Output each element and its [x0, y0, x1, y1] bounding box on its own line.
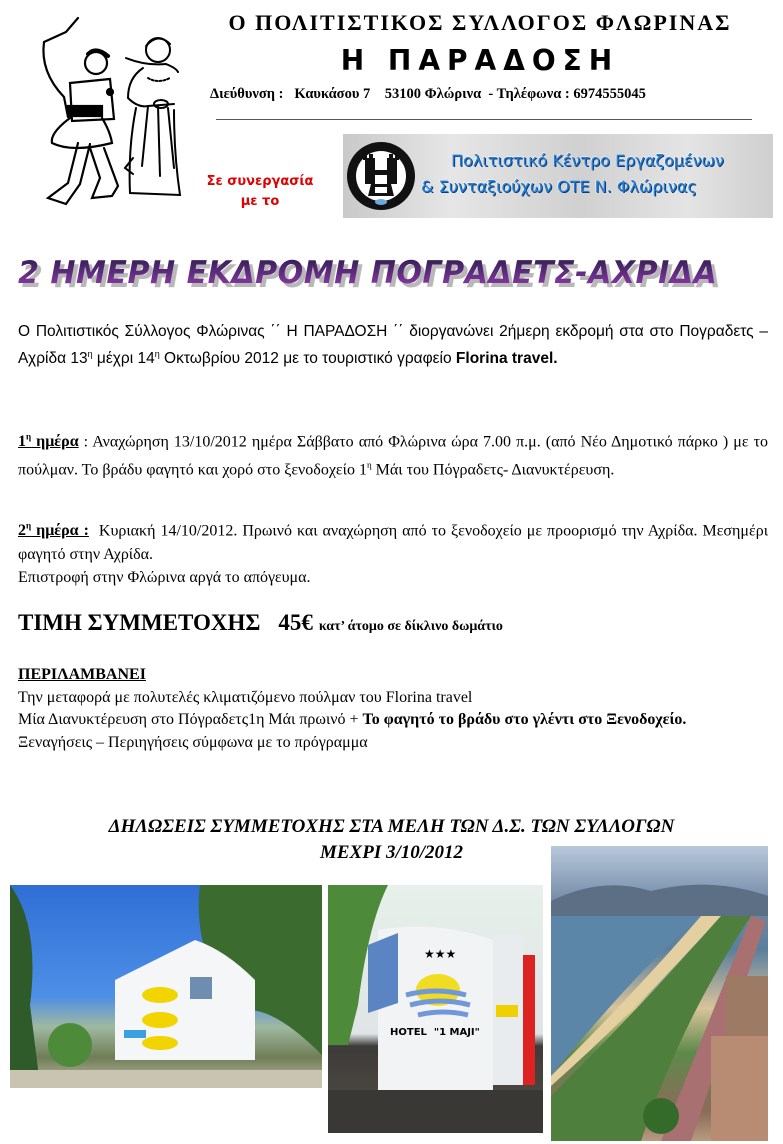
cooperation-line-1: Σε συνεργασία [206, 174, 314, 189]
trip-title: 2 ΗΜΕΡΗ ΕΚΔΡΟΜΗ ΠΟΓΡΑΔΕΤΣ-ΑΧΡΙΔΑ [18, 255, 775, 291]
day-1-label: $1^\eta$ ημέρα [18, 432, 79, 451]
day-2-return: Επιστροφή στην Φλώρινα αργά το απόγευμα. [18, 569, 311, 587]
includes-heading: ΠΕΡΙΛΑΜΒΑΝΕΙ [18, 666, 146, 683]
registration-deadline: ΜΕΧΡΙ 3/10/2012 [319, 842, 464, 863]
travel-agency-name: Florina travel. [455, 350, 558, 368]
includes-item: Ξεναγήσεις – Περιηγήσεις σύμφωνα με το πρόγραμμα [18, 733, 368, 751]
organization-title: Ο ΠΟΛΙΤΙΣΤΙΚΟΣ ΣΥΛΛΟΓΟΣ ΦΛΩΡΙΝΑΣ [228, 10, 732, 35]
partner-name-line-2: & Συνταξιούχων ΟΤΕ Ν. Φλώρινας [421, 177, 697, 196]
day-2-itinerary [18, 515, 768, 590]
includes-item: Μία Διανυκτέρευση στο Πόγραδετς1η Μάι πρωινό + Το φαγητό το βράδυ στο γλέντι στο Ξενοδοχείο. [18, 711, 687, 728]
folk-dancers-logo-icon [18, 8, 186, 213]
ote-emblem-icon [345, 140, 417, 212]
price-amount: 45€ [278, 610, 313, 635]
intro-text: Οκτωβρίου 2012 με το τουριστικό γραφείο [159, 350, 456, 368]
lakeside-promenade-photo [551, 846, 768, 1141]
price-line [18, 610, 778, 636]
intro-text: μέχρι 14 [92, 350, 155, 368]
includes-item: Την μεταφορά με πολυτελές κλιματιζόμενο πούλμαν του Florina travel [18, 688, 473, 706]
superscript: η [87, 349, 93, 359]
hotel-sign-photo [328, 885, 543, 1133]
day-2-text: Κυριακή 14/10/2012. Πρωινό και αναχώρηση από το ξενοδοχείο με προορισμό την Αχρίδα. Μεσημέρι φαγητό στην Αχρίδα. [18, 522, 769, 563]
organization-name: Η ΠΑΡΑΔΟΣΗ [340, 44, 620, 77]
day-1-text-end: Μάι του Πόγραδετς- Διανυκτέρευση. [371, 461, 615, 479]
hotel-sign-stars: ★★★ [424, 947, 457, 961]
hotel-sign-text: HOTEL "1 MAJI" [390, 1027, 480, 1038]
day-1-text: Αναχώρηση 13/10/2012 ημέρα Σάββατο από Φλώρινα ώρα 7.00 π.μ. (από Νέο Δημοτικό πάρκο ) με το πούλμαν. Το βράδυ φαγητό και χορό στο ξενοδοχείο 1 [18, 433, 769, 479]
day-2-label: $2^\eta$ ημέρα : [18, 521, 89, 540]
intro-paragraph [18, 321, 768, 370]
header-divider [216, 119, 752, 120]
address-line: Διεύθυνση : Καυκάσου 7 53100 Φλώρινα - Τηλέφωνα : 6974555045 [210, 86, 646, 102]
partner-name-line-1: Πολιτιστικό Κέντρο Εργαζομένων [451, 151, 724, 170]
cooperation-line-2: με το [240, 194, 280, 209]
superscript: η [154, 349, 160, 359]
partner-banner [343, 134, 773, 218]
includes-section [18, 664, 778, 754]
cooperation-note [190, 172, 330, 212]
partner-name [421, 148, 771, 200]
price-label: ΤΙΜΗ ΣΥΜΜΕΤΟΧΗΣ [18, 610, 261, 635]
intro-text: Ο Πολιτιστικός Σύλλογος Φλώρινας ΄΄ Η ΠΑΡΑΔΟΣΗ ΄΄ διοργανώνει 2ήμερη εκδρομή στα στο Πογραδετς – Αχρίδα 13 [18, 323, 768, 368]
day-1-itinerary: $1^\eta$ ημέρα : Αναχώρηση 13/10/2012 ημέρα Σάββατο από Φλώρινα ώρα 7.00 π.μ. (από Νέο Δημοτικό πάρκο ) με το πούλμαν. Το βράδυ φαγητό και χορό στο ξενοδοχείο $1^\eta$ Μάι του Πόγραδετς- Διανυκτέρευση. [18, 432, 769, 479]
hotel-exterior-photo [10, 885, 322, 1088]
registration-line-1: ΔΗΛΩΣΕΙΣ ΣΥΜΜΕΤΟΧΗΣ ΣΤΑ ΜΕΛΗ ΤΩΝ Δ.Σ. ΤΩΝ ΣΥΛΛΟΓΩΝ [108, 816, 675, 837]
price-note: κατ’ άτομο σε δίκλινο δωμάτιο [318, 619, 503, 634]
